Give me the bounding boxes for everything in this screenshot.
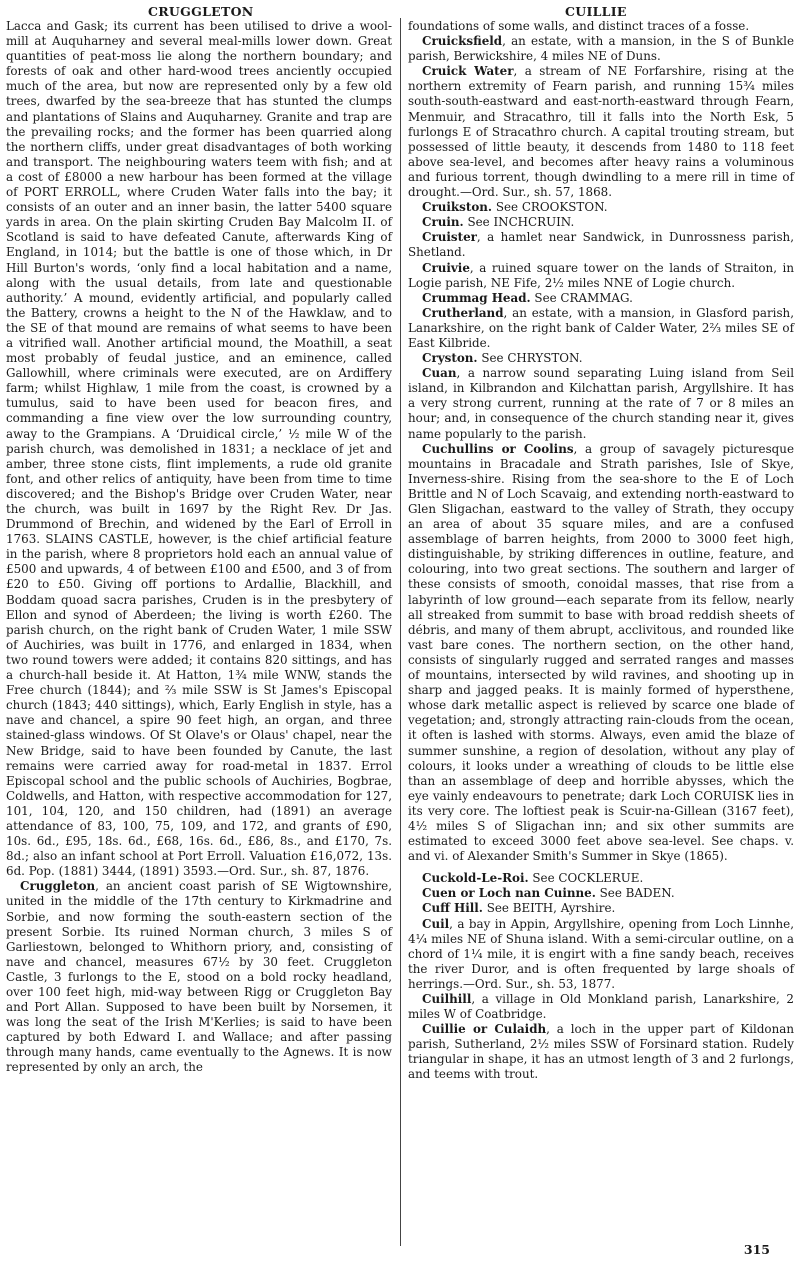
entry-text: , an ancient coast parish of SE Wigtownshire, united in the middle of the 17th century to Kirkmadrine and Sorbie, and now forming the south-eastern section of the present Sorbie. Its ruined Norman church, 3 miles S of Garliestown, belonged to Whithorn priory, and, consisting of nave and chancel, measures 67½ by 30 feet. Cruggleton Castle, 3 furlongs to the E, stood on a bold rocky headland, over 100 feet high, mid-way between Rigg or Cruggleton Bay and Port Allan. Supposed to have been built by Norsemen, it was long the seat of the Irish M'Kerlies; is said to have been captured by both Edward I. and Wallace; and after passing through many hands, came eventually to the Agnews. It is now represented by only an arch, the: [6, 879, 392, 1075]
entry-text: , a hamlet near Sandwick, in Dunrossness parish, Shetland.: [408, 230, 794, 260]
entry-text: See CROOKSTON.: [492, 200, 608, 215]
gazetteer-entry: [408, 34, 794, 64]
entry-text: See INCHCRUIN.: [463, 215, 575, 230]
entry-headword: Cuckold-Le-Roi.: [422, 871, 529, 886]
gazetteer-entry: [408, 992, 794, 1022]
entry-headword: Cuillie or Culaidh: [422, 1022, 547, 1037]
gazetteer-entry: [408, 351, 794, 366]
entry-headword: Cruister: [422, 230, 477, 245]
entry-headword: Crummag Head.: [422, 290, 531, 305]
gazetteer-entry: [408, 901, 794, 916]
entry-text: See COCKLERUE.: [528, 871, 644, 886]
running-head-right: CUILLIE: [565, 4, 627, 19]
entry-headword: Crutherland: [422, 305, 504, 320]
entry-headword: Cryston.: [422, 351, 478, 366]
entry-headword: Cuchullins or Coolins: [422, 441, 574, 456]
entry-headword: Cuff Hill.: [422, 901, 483, 916]
column-divider: [400, 18, 401, 1246]
running-head-left: CRUGGLETON: [148, 4, 254, 19]
entry-text: , a ruined square tower on the lands of Straiton, in Logie parish, NE Fife, 2½ miles NNE of Logie church.: [408, 260, 794, 290]
gazetteer-entry: [408, 442, 794, 865]
entry-text: , an estate, with a mansion, in Glasford parish, Lanarkshire, on the right bank of Calder Water, 2⅔ miles SE of East Kilbride.: [408, 305, 794, 350]
entry-text: See BADEN.: [595, 886, 675, 901]
entry-headword: Cruick Water: [422, 64, 514, 79]
entry-text: , a stream of NE Forfarshire, rising at the northern extremity of Fearn parish, and running 15¾ miles south-south-eastward and east-north-eastward through Fearn, Menmuir, and Stracathro, till it falls into the North Esk, 5 furlongs E of Stracathro church. A capital trouting stream, but possessed of little beauty, it descends from 1480 to 118 feet above sea-level, and becomes after heavy rains a voluminous and furious torrent, though dwindling to a mere rill in time of drought.—Ord. Sur., sh. 57, 1868.: [408, 64, 794, 200]
gazetteer-entry: [6, 879, 392, 1075]
gazetteer-entry: [408, 871, 794, 886]
gazetteer-entry: [408, 291, 794, 306]
entry-headword: Cuen or Loch nan Cuinne.: [422, 886, 596, 901]
left-column: [6, 19, 392, 1076]
entry-text: foundations of some walls, and distinct traces of a fosse.: [408, 19, 750, 33]
gazetteer-entry: [408, 1022, 794, 1082]
entry-text: , a narrow sound separating Luing island from Seil island, in Kilbrandon and Kilchattan parish, Argyllshire. It has a very strong current, running at the rate of 7 or 8 miles an hour; and, in consequence of the church standing near it, gives name popularly to the parish.: [408, 366, 794, 441]
entry-headword: Cuilhill: [422, 992, 472, 1006]
entry-headword: Cuil: [422, 916, 450, 931]
entry-text: Lacca and Gask; its current has been utilised to drive a wool-mill at Auquharney and several meal-mills lower down. Great quantities of peat-moss lie along the northern boundary; and forests of oak and other hard-wood trees anciently occupied much of the area, but now are represented only by a few old trees, dwarfed by the sea-breeze that has stunted the clumps and plantations of Slains and Auquharney. Granite and trap are the prevailing rocks; and the former has been quarried along the northern cliffs, under great disadvantages of both working and transport. The neighbouring waters teem with fish; and at a cost of £8000 a new harbour has been formed at the village of PORT ERROLL, where Cruden Water falls into the bay; it consists of an outer and an inner basin, the latter 5400 square yards in area. On the plain skirting Cruden Bay Malcolm II. of Scotland is said to have defeated Canute, afterwards King of England, in 1014; but the battle is one of those which, in Dr Hill Burton's words, ‘only find a local habitation and a name, along with the usual details, from late and questionable authority.’ A mound, evidently artificial, and popularly called the Battery, crowns a height to the N of the Hawklaw, and to the SE of that mound are remains of what seems to have been a vitrified wall. Another artificial mound, the Moathill, a seat most probably of feudal justice, and an eminence, called Gallowhill, where criminals were executed, are on Ardiffery farm; whilst Highlaw, 1 mile from the coast, is crowned by a tumulus, said to have been used for beacon fires, and commanding a fine view over the low surrounding country, away to the Grampians. A ‘Druidical circle,’ ½ mile W of the parish church, was demolished in 1831; a necklace of jet and amber, three stone cists, flint implements, a rude old granite font, and other relics of antiquity, have been from time to time discovered; and the Bishop's Bridge over Cruden Water, near the church, was built in 1697 by the Right Rev. Dr Jas. Drummond of Brechin, and widened by the Earl of Erroll in 1763. SLAINS CASTLE, however, is the chief artificial feature in the parish, where 8 proprietors hold each an annual value of £500 and upwards, 4 of between £100 and £500, and 3 of from £20 to £50. Giving off portions to Ardallie, Blackhill, and Boddam quoad sacra parishes, Cruden is in the presbytery of Ellon and synod of Aberdeen; the living is worth £260. The parish church, on the right bank of Cruden Water, 1 mile SSW of Auchiries, was built in 1776, and enlarged in 1834, when two round towers were added; it contains 820 sittings, and has a church-hall beside it. At Hatton, 1¾ mile WNW, stands the Free church (1844); and ⅔ mile SSW is St James's Episcopal church (1843; 440 sittings), which, Early English in style, has a nave and chancel, a spire 90 feet high, an organ, and three stained-glass windows. Of St Olave's or Olaus' chapel, near the New Bridge, said to have been founded by Canute, the last remains were carried away for road-metal in 1837. Errol Episcopal school and the public schools of Auchiries, Bogbrae, Coldwells, and Hatton, with respective accommodation for 127, 101, 104, 120, and 150 children, had (1891) an average attendance of 83, 100, 75, 109, and 172, and grants of £90, 10s. 6d., £95, 18s. 6d., £68, 16s. 6d., £86, 8s., and £170, 7s. 8d.; also an infant school at Port Erroll. Valuation £16,072, 13s. 6d. Pop. (1881) 3444, (1891) 3593.—Ord. Sur., sh. 87, 1876.: [6, 19, 392, 879]
entry-text: See CRAMMAG.: [530, 290, 633, 305]
gazetteer-entry: [408, 306, 794, 351]
gazetteer-entry: [408, 886, 794, 901]
entry-headword: Cruin.: [422, 215, 464, 230]
entry-text: , a village in Old Monkland parish, Lanarkshire, 2 miles W of Coatbridge.: [408, 992, 794, 1022]
gazetteer-entry: [408, 230, 794, 260]
gazetteer-entry: [408, 366, 794, 441]
continued-paragraph: [408, 19, 794, 34]
right-column: [408, 19, 794, 1083]
gazetteer-entry: [408, 215, 794, 230]
entry-text: See BEITH, Ayrshire.: [482, 901, 616, 916]
entry-text: See CHRYSTON.: [477, 351, 583, 366]
entry-text: , a bay in Appin, Argyllshire, opening from Loch Linnhe, 4¼ miles NE of Shuna island. With a semi-circular outline, on a chord of 1¼ mile, it is engirt with a fine sandy beach, receives the river Duror, and is often frequented by large shoals of herrings.—Ord. Sur., sh. 53, 1877.: [408, 916, 794, 991]
gazetteer-entry: [408, 917, 794, 992]
entry-headword: Cruggleton: [20, 879, 96, 894]
gazetteer-entry: [408, 200, 794, 215]
entry-headword: Cruivie: [422, 260, 470, 275]
entry-text: , a group of savagely picturesque mountains in Bracadale and Strath parishes, Isle of Skye, Inverness-shire. Rising from the sea-shore to the E of Loch Brittle and N of Loch Scavaig, and extending north-eastward to Glen Sligachan, eastward to the valley of Strath, they occupy an area of about 35 square miles, and are a confused assemblage of barren heights, from 2000 to 3000 feet high, distinguishable, by striking differences in outline, feature, and colouring, into two great sections. The southern and larger of these consists of smooth, conoidal masses, that rise from a labyrinth of low ground—each separate from its fellow, nearly all streaked from summit to base with broad reddish sheets of débris, and many of them abrupt, acclivitous, and rounded like vast bare cones. The northern section, on the other hand, consists of singularly rugged and serrated ranges and masses of mountains, intersected by wild ravines, and shooting up in sharp and jagged peaks. It is mainly formed of hypersthene, whose dark metallic aspect is relieved by scarce one blade of vegetation; and, strongly attracting rain-clouds from the ocean, it often is lashed with storms. Always, even amid the blaze of summer sunshine, a region of desolation, without any play of colours, it looks under a wreathing of clouds to be little else than an assemblage of deep and horrible abysses, which the eye vainly endeavours to penetrate; dark Loch CORUISK lies in its very core. The loftiest peak is Scuir-na-Gillean (3167 feet), 4½ miles S of Sligachan inn; and six other summits are estimated to exceed 3000 feet above sea-level. See chaps. v. and vi. of Alexander Smith's Summer in Skye (1865).: [408, 441, 794, 864]
page-number: 315: [743, 1242, 770, 1257]
entry-headword: Cruikston.: [422, 200, 493, 215]
entry-text: , a loch in the upper part of Kildonan parish, Sutherland, 2½ miles SSW of Forsinard station. Rudely triangular in shape, it has an utmost length of 3 and 2 furlongs, and teems with trout.: [408, 1022, 794, 1082]
continued-paragraph: [6, 19, 392, 879]
gazetteer-entry: [408, 261, 794, 291]
entry-headword: Cuan: [422, 366, 457, 381]
entry-headword: Cruicksfield: [422, 34, 503, 49]
entry-text: , an estate, with a mansion, in the S of Bunkle parish, Berwickshire, 4 miles NE of Duns.: [408, 34, 794, 64]
gazetteer-entry: [408, 64, 794, 200]
